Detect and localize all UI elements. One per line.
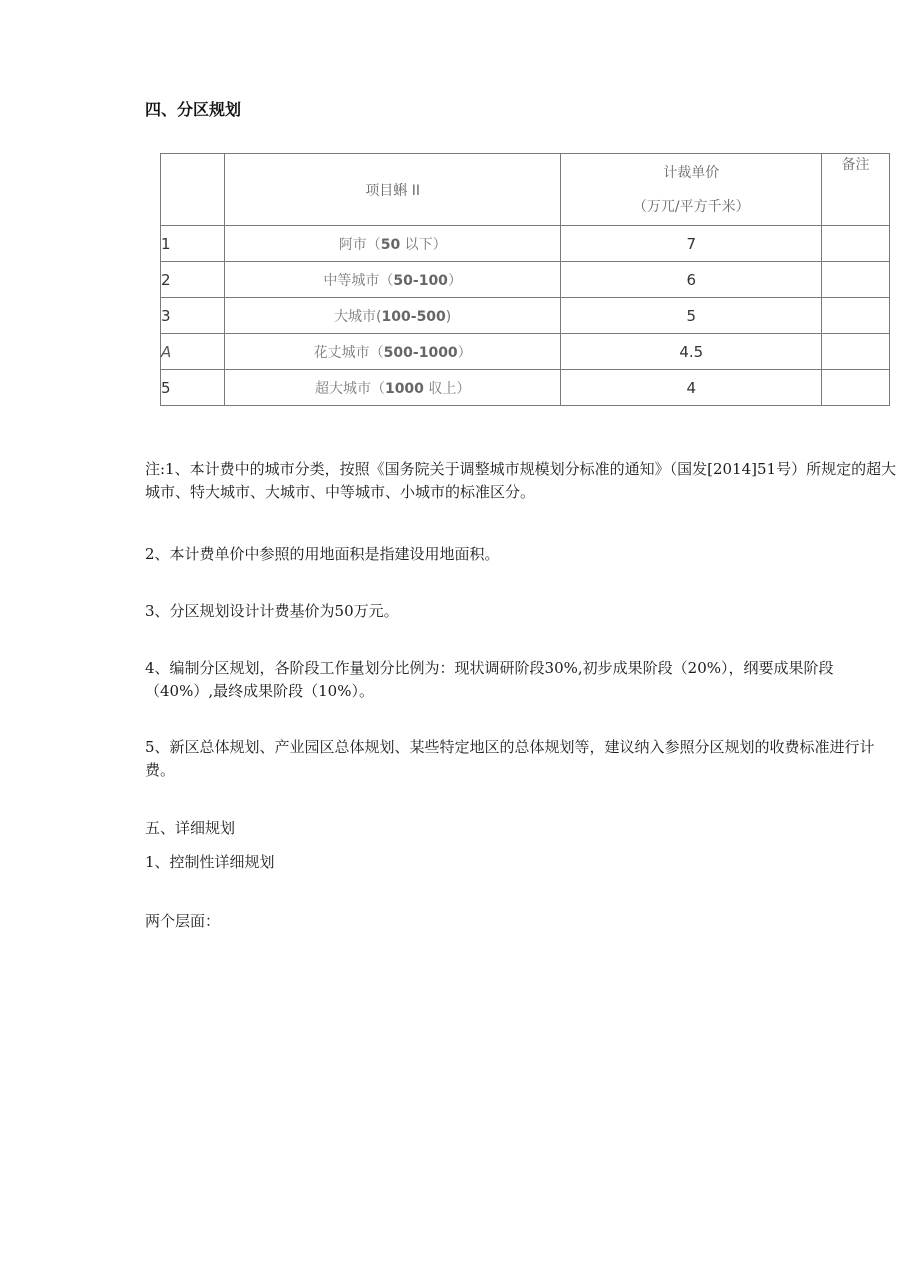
note-1-city-classification: 注:1、本计费中的城市分类，按照《国务院关于调整城市规模划分标准的通知》（国发[2014]51号）所规定的超大城市、特大城市、大城市、中等城市、小城市的标准区分。	[145, 460, 897, 501]
header-number-cell	[161, 154, 225, 226]
row-note	[822, 298, 890, 334]
table-row	[161, 370, 890, 406]
table-row	[161, 262, 890, 298]
header-unit-price-title: 计裁单价	[663, 164, 720, 181]
fee-table	[160, 153, 890, 406]
row-note	[822, 262, 890, 298]
header-unit-price	[561, 154, 822, 226]
note-4-stage-ratio: 4、编制分区规划，各阶段工作量划分比例为：现状调研阶段30%,初步成果阶段（20%），纲要成果阶段（40%）,最终成果阶段（10%）。	[145, 659, 834, 700]
section-title-zoning-plan: 四、分区规划	[145, 100, 242, 119]
row-number: 2	[161, 262, 225, 298]
note-5-new-district: 5、新区总体规划、产业园区总体规划、某些特定地区的总体规划等，建议纳入参照分区规划的收费标准进行计费。	[145, 738, 875, 779]
header-unit-price-unit: （万兀/平方千米）	[632, 198, 750, 215]
row-note	[822, 370, 890, 406]
row-unit-price: 7	[561, 226, 822, 262]
detailed-plan-item-1: 1、控制性详细规划	[145, 853, 275, 871]
row-unit-price: 4.5	[561, 334, 822, 370]
table-row	[161, 334, 890, 370]
row-number: A	[161, 334, 225, 370]
header-item: 项目蝌 II	[224, 154, 561, 226]
note-3-base-price: 3、分区规划设计计费基价为50万元。	[145, 602, 399, 620]
note-2-land-area: 2、本计费单价中参照的用地面积是指建设用地面积。	[145, 545, 500, 563]
row-city-category: 超大城市（1000 収上）	[224, 370, 561, 406]
section-title-detailed-plan: 五、详细规划	[145, 819, 236, 837]
row-city-category: 中等城市（50-100）	[224, 262, 561, 298]
row-number: 3	[161, 298, 225, 334]
row-unit-price: 4	[561, 370, 822, 406]
row-number: 1	[161, 226, 225, 262]
row-city-category: 大城市(100-500)	[224, 298, 561, 334]
row-city-category: 花丈城市（500-1000）	[224, 334, 561, 370]
row-unit-price: 6	[561, 262, 822, 298]
row-note	[822, 226, 890, 262]
table-header-row	[161, 154, 890, 226]
row-number: 5	[161, 370, 225, 406]
row-note	[822, 334, 890, 370]
header-note: 备注	[822, 154, 890, 226]
table-row	[161, 226, 890, 262]
row-unit-price: 5	[561, 298, 822, 334]
two-levels-label: 两个层面：	[145, 912, 221, 930]
row-city-category: 阿市（50 以下）	[224, 226, 561, 262]
table-row	[161, 298, 890, 334]
